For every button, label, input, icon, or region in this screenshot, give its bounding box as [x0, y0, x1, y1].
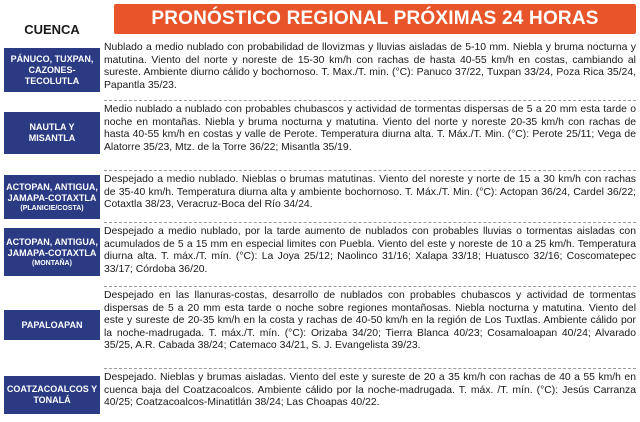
- region-subname: (PLANICIE/COSTA): [20, 204, 84, 212]
- table-row: [0, 370, 640, 420]
- region-name: PÁNUCO, TUXPAN, CAZONES-TECOLUTLA: [10, 53, 94, 86]
- forecast-table: [0, 40, 640, 420]
- region-label: [4, 175, 100, 219]
- forecast-text: Despejado. Nieblas y brumas aisladas. Viento del este y sureste de 20 a 35 km/h con rachas de 40 a 55 km/h en cuenca baja del Coatzacoalcos. Ambiente cálido por la noche-madrugada. T. máx. /T. mín. (°C): Jesús Carranza 40/25; Coatzacoalcos-Minatitlán 38/24; Las Choapas 40/22.: [104, 372, 636, 408]
- table-row: [0, 102, 640, 172]
- column-label: CUENCA: [24, 22, 80, 37]
- region-label: [4, 376, 100, 414]
- page-title: PRONÓSTICO REGIONAL PRÓXIMAS 24 HORAS: [114, 4, 636, 34]
- region-label: [4, 48, 100, 92]
- forecast-text: Nublado a medio nublado con probabilidad de llovizmas y lluvias aisladas de 5-10 mm. Niebla y bruma nocturna y matutina. Viento del norte y noreste de 15-30 km/h con rachas de hasta 40-55 km/h en costas, cambiando al sureste. Ambiente diurno cálido y bochornoso. T. Max./T. min. (°C): Panuco 37/22, Tuxpan 33/24, Poza Rica 35/24, Papantla 35/23.: [104, 42, 636, 91]
- region-label: [4, 112, 100, 154]
- forecast-text: Despejado en las llanuras-costas, desarrollo de nublados con probables chubascos y actividad de tormentas dispersas de 5 a 20 mm esta tarde o noche sobre regiones montañosas. Niebla nocturna y matutina. Viento del este y sureste de 20-35 km/h en la costa y rachas de 40-50 km/h en la región de Los Tuxtlas. Ambiente cálido por la noche-madrugada. T. máx./T. mín. (°C): Orizaba 34/20; Tierra Blanca 40/23; Cosamaloapan 40/24; Alvarado 35/25, A.R. Cabada 38/24; Catemaco 34/21, S. J. Evangelista 39/23.: [104, 290, 636, 351]
- row-divider: [104, 170, 636, 171]
- region-name: PAPALOAPAN: [21, 319, 83, 330]
- table-row: [0, 40, 640, 102]
- region-name: ACTOPAN, ANTIGUA, JAMAPA-COTAXTLA: [6, 236, 98, 258]
- row-divider: [104, 100, 636, 101]
- table-row: [0, 224, 640, 288]
- region-label: [4, 228, 100, 276]
- row-divider: [104, 222, 636, 223]
- forecast-text: Despejado a medio nublado, por la tarde aumento de nublados con probables lluvias o tormentas aisladas con acumulados de 5 a 15 mm en especial limites con Puebla. Viento del este y noreste de 10 a 25 km/h. Temperatura diurna alta. T. máx./T. mín. (°C): La Joya 25/12; Naolinco 31/16; Xalapa 33/18; Huatusco 32/16; Coscomatepec 33/17; Córdoba 36/20.: [104, 226, 636, 275]
- table-row: [0, 288, 640, 370]
- region-name: NAUTLA Y MISANTLA: [28, 122, 76, 143]
- forecast-text: Medio nublado a nublado con probables chubascos y actividad de tormentas dispersas de 5 a 20 mm esta tarde o noche en montañas. Niebla y bruma nocturna y matutina. Viento del norte y noreste 20-35 km/h con rachas de hasta 40-55 km/h en costas y valle de Perote. Temperatura diurna alta. T. Máx./T. Min. (°C): Perote 25/11; Vega de Alatorre 35/23, Mtz. de la Torre 36/22; Misantla 35/19.: [104, 104, 636, 153]
- region-subname: (MONTAÑA): [32, 259, 72, 267]
- forecast-text: Despejado a medio nublado. Nieblas o brumas matutinas. Viento del noreste y norte de 15 a 30 km/h con rachas de 35-40 km/h. Temperatura diurna alta y ambiente bochornoso. T. Máx./T. Min. (°C): Actopan 36/24, Cardel 36/22; Cotaxtla 38/23, Veracruz-Boca del Río 34/24.: [104, 174, 636, 210]
- region-name: COATZACOALCOS Y TONALÁ: [6, 384, 98, 405]
- table-row: [0, 172, 640, 224]
- row-divider: [104, 286, 636, 287]
- region-label: [4, 310, 100, 340]
- row-divider: [104, 368, 636, 369]
- region-name: ACTOPAN, ANTIGUA, JAMAPA-COTAXTLA: [6, 181, 98, 203]
- header: [0, 0, 640, 38]
